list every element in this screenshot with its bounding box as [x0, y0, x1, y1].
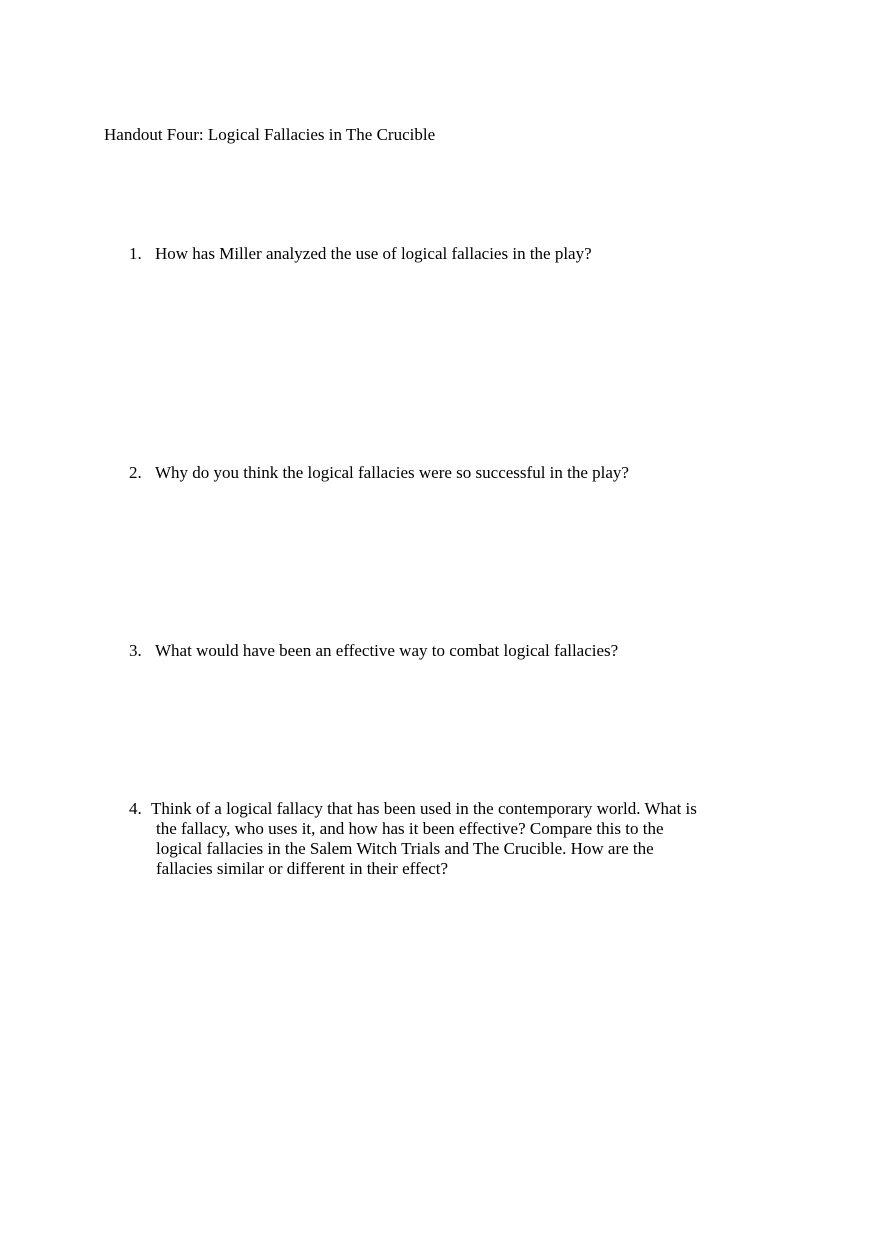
question-number: 2. [129, 463, 142, 482]
question-text: Why do you think the logical fallacies were so successful in the play? [155, 463, 629, 482]
question-number: 3. [129, 641, 142, 660]
question-text-line: logical fallacies in the Salem Witch Trials and The Crucible. How are the [156, 839, 654, 858]
question-text: What would have been an effective way to combat logical fallacies? [155, 641, 619, 660]
question-text: How has Miller analyzed the use of logical fallacies in the play? [155, 244, 592, 263]
handout-title: Handout Four: Logical Fallacies in The Crucible [104, 125, 436, 144]
question-number: 1. [129, 244, 142, 263]
question-number: 4. [129, 799, 142, 818]
question-text [151, 799, 731, 879]
question-text-line: the fallacy, who uses it, and how has it been effective? Compare this to the [156, 819, 664, 838]
question-text-line: Think of a logical fallacy that has been used in the contemporary world. What is [151, 799, 697, 818]
question-text-line: fallacies similar or different in their effect? [156, 859, 449, 878]
